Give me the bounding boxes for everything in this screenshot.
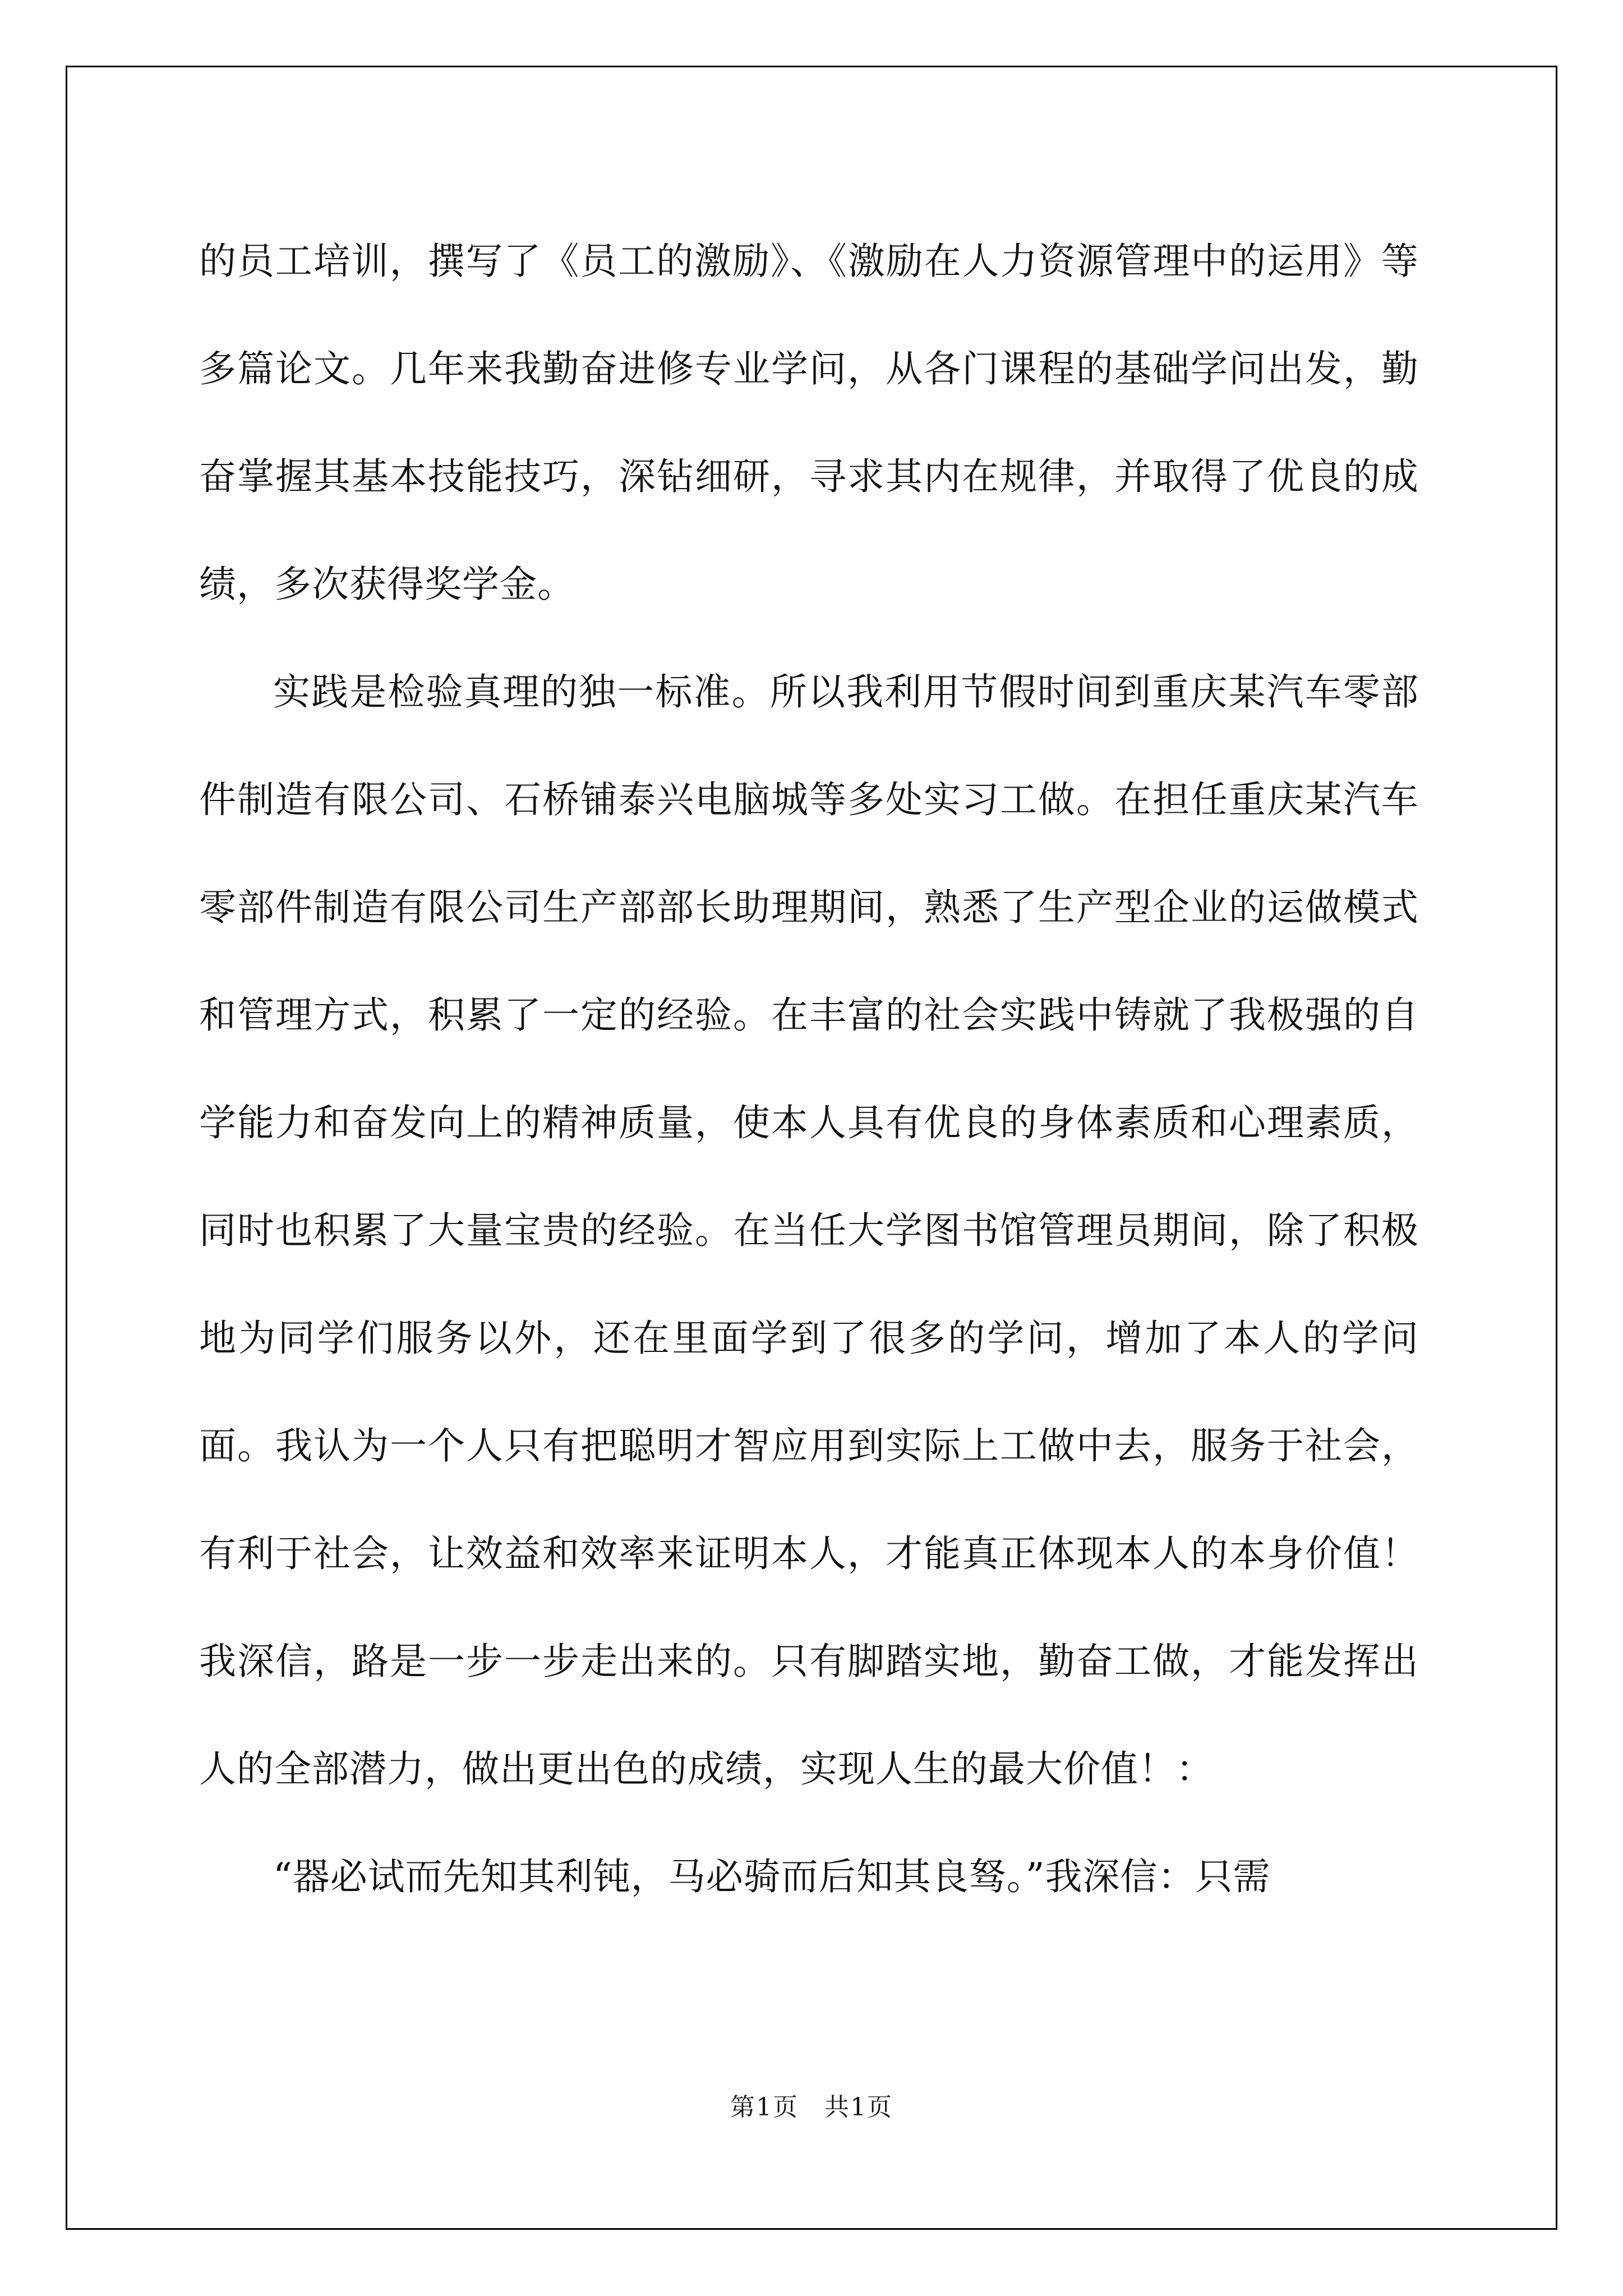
paragraph-1: 的员工培训，撰写了《员工的激励》、《激励在人力资源管理中的运用》等多篇论文。几年来我勤奋进修专业学问，从各门课程的基础学问出发，勤奋掌握其基本技能技巧，深钻细研，寻求其内在规律，并取得了优良的成绩，多次获得奖学金。	[199, 240, 1419, 606]
paragraph-3: “器必试而先知其利钝，马必骑而后知其良驽。”我深信：只需	[273, 1855, 1271, 1898]
page-number-footer: 第1页 共1页	[730, 2093, 893, 2122]
document-body	[199, 208, 1419, 1931]
paragraph-2: 实践是检验真理的独一标准。所以我利用节假时间到重庆某汽车零部件制造有限公司、石桥铺泰兴电脑城等多处实习工做。在担任重庆某汽车零部件制造有限公司生产部部长助理期间，熟悉了生产型企业的运做模式和管理方式，积累了一定的经验。在丰富的社会实践中铸就了我极强的自学能力和奋发向上的精神质量，使本人具有优良的身体素质和心理素质，同时也积累了大量宝贵的经验。在当任大学图书馆管理员期间，除了积极地为同学们服务以外，还在里面学到了很多的学问，增加了本人的学问面。我认为一个人只有把聪明才智应用到实际上工做中去，服务于社会，有利于社会，让效益和效率来证明本人，才能真正体现本人的本身价值！我深信，路是一步一步走出来的。只有脚踏实地，勤奋工做，才能发挥出人的全部潜力，做出更出色的成绩，实现人生的最大价值！：	[199, 670, 1419, 1791]
